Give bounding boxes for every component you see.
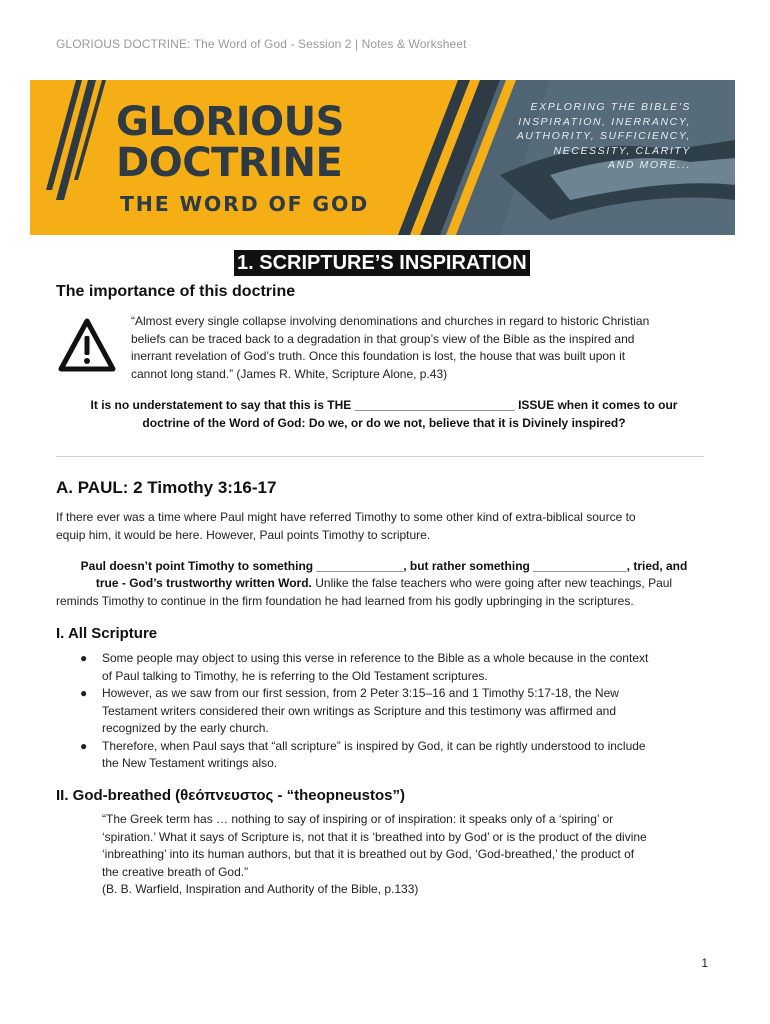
session-banner [30,80,735,235]
warfield-quote: “The Greek term has … nothing to say of inspiring or of inspiration: it speaks only of a ‘spiring’ or ‘spiration.’ What it says of Scripture is, not that it is ‘breathed into by God’ or is the product of the divine ‘inbreathing’ into its human authors, but that it is breathed out by God, ‘God-breathed,’ the product of the creative breath of God.” (B. B. Warfield, Inspiration and Authority of the Bible, p.133) [102,812,647,896]
section-a-intro: If there ever was a time where Paul might have referred Timothy to some other kind of extra-biblical source to equip him, it would be here. However, Paul points Timothy to scripture. [56,510,636,542]
list-item: ● Some people may object to using this verse in reference to the Bible as a whole because in the context of Paul talking to Timothy, he is referring to the Old Testament scriptures. [80,651,649,683]
list-item: ● Therefore, when Paul says that “all scripture” is inspired by God, it can be rightly understood to include the New Testament writings also. [80,738,646,770]
white-quote: “Almost every single collapse involving denominations and churches in regard to historic Christian beliefs can be traced back to a degradation in that group’s view of the Bible as the inspired and inerrant revelation of God’s truth. Once this foundation is lost, the house that was built upon it cannot long stand.” (James R. White, Scripture Alone, p.43) [131,314,650,381]
running-head: GLORIOUS DOCTRINE: The Word of God - Session 2 | Notes & Worksheet [56,37,467,51]
warning-icon [58,318,116,372]
banner-tagline: EXPLORING THE BIBLE'S INSPIRATION, INERRANCY, AUTHORITY, SUFFICIENCY, NECESSITY, CLARITY AND MORE... [516,101,691,171]
section-a-bold-line-1: Paul doesn’t point Timothy to something _____________, but rather something ______________, tried, and [80,559,688,573]
section-a-heading: A. PAUL: 2 Timothy 3:16-17 [56,478,277,497]
section-i-heading: I. All Scripture [56,625,158,642]
list-item: ● However, as we saw from our first session, from 2 Peter 3:15–16 and 1 Timothy 5:17-18, the New Testament writers considered their own writings as Scripture and this testimony was affirmed and recognized by the early church. [80,686,619,735]
banner-title: GLORIOUS DOCTRINE [116,99,344,186]
section-ii-heading: II. God-breathed (θεόπνευστος - “theopneustos”) [56,787,405,804]
section-divider [56,456,704,457]
inspiration-statement: It is no understatement to say that this is THE ________________________ ISSUE when it comes to our doctrine of the Word of God: Do we, or do we not, believe that it is Divinely inspired? [90,398,678,430]
page-number: 1 [701,956,708,970]
all-scripture-bullets [56,650,706,773]
importance-heading: The importance of this doctrine [56,283,296,300]
banner-subtitle: THE WORD OF GOD [120,192,370,216]
section-heading-inspiration: 1. SCRIPTURE’S INSPIRATION [234,250,530,276]
section-a-last-line: reminds Timothy to continue in the firm foundation he had learned from his godly upbringing in the scriptures. [56,594,634,608]
section-a-bold-line-2: true - God’s trustworthy written Word. Unlike the false teachers who were going after new teachings, Paul [95,576,673,590]
